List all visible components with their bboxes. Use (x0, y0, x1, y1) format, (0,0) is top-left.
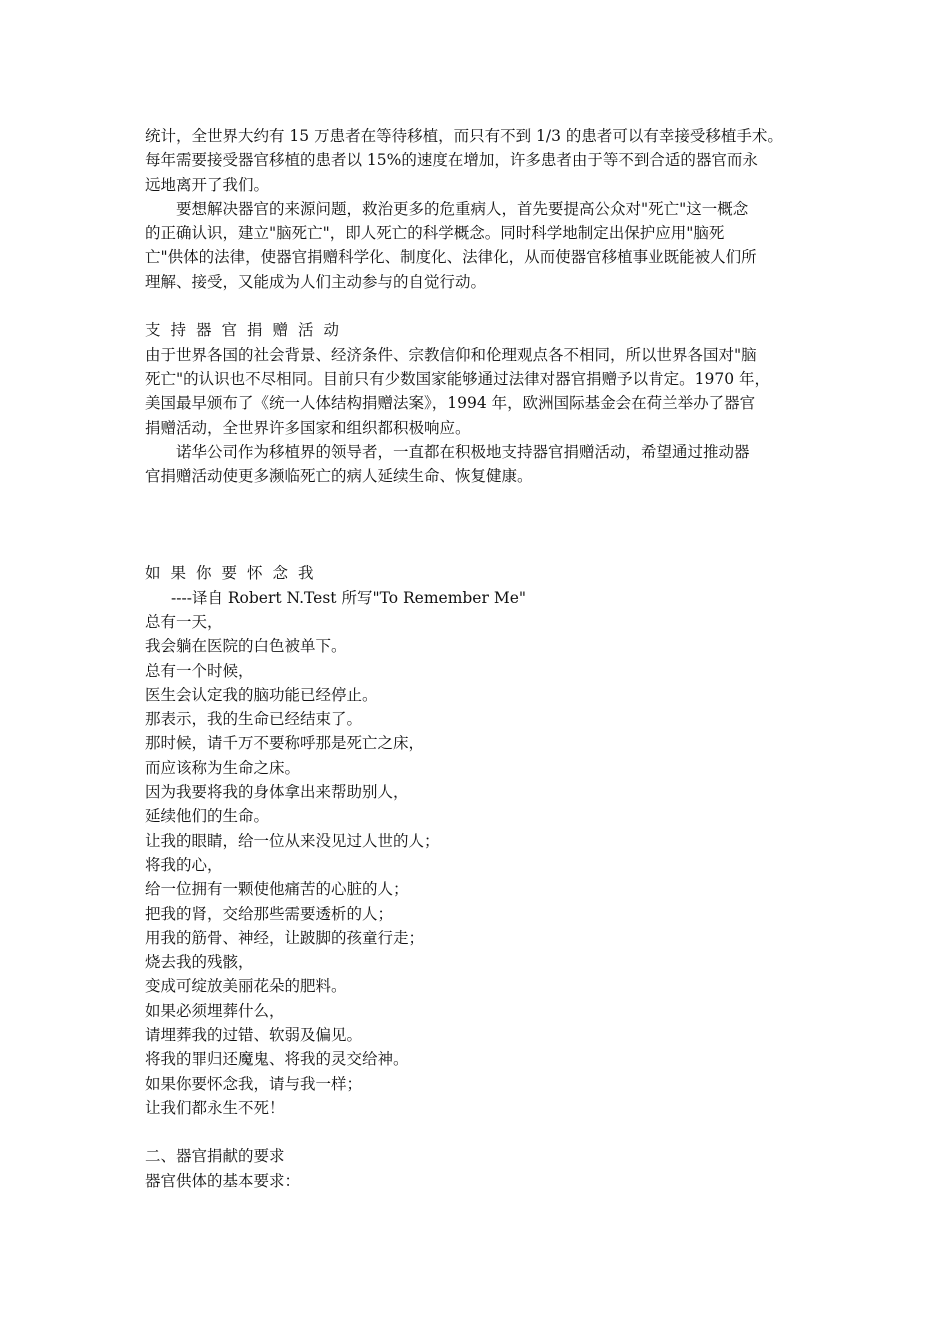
poem-line: 让我的眼睛，给一位从来没见过人世的人； (145, 831, 440, 850)
poem-line: 如果必须埋葬什么， (145, 1001, 285, 1020)
text-line: 的正确认识，建立"脑死亡"，即人死亡的科学概念。同时科学地制定出保护应用"脑死 (145, 224, 725, 243)
poem-line: 请埋葬我的过错、软弱及偏见。 (145, 1025, 363, 1044)
poem-line: 将我的罪归还魔鬼、将我的灵交给神。 (145, 1050, 409, 1069)
text-line: 捐赠活动，全世界许多国家和组织都积极响应。 (145, 418, 471, 437)
poem-line: 把我的肾，交给那些需要透析的人； (145, 904, 394, 923)
poem-line: 如果你要怀念我，请与我一样； (145, 1074, 363, 1093)
text-line: 统计，全世界大约有 15 万患者在等待移植，而只有不到 1/3 的患者可以有幸接受移植手术。 (145, 127, 783, 145)
poem-title: 如果你要怀念我 (145, 564, 324, 583)
support-paragraph-1 (145, 343, 825, 440)
poem-line: 延续他们的生命。 (145, 807, 270, 826)
text-line: 远地离开了我们。 (145, 175, 270, 194)
text-line: 官捐赠活动使更多濒临死亡的病人延续生命、恢复健康。 (145, 467, 533, 486)
requirements-text: 器官供体的基本要求： (145, 1171, 301, 1190)
document-page (145, 124, 825, 1193)
poem-line: 用我的筋骨、神经，让跛脚的孩童行走； (145, 928, 425, 947)
poem-line: 给一位拥有一颗使他痛苦的心脏的人； (145, 880, 409, 899)
poem-line: 因为我要将我的身体拿出来帮助别人， (145, 783, 409, 802)
poem-line: 将我的心， (145, 855, 223, 874)
text-line: 死亡"的认识也不尽相同。目前只有少数国家能够通过法律对器官捐赠予以肯定。1970 年， (145, 369, 771, 388)
poem-body (145, 610, 825, 1120)
poem-line: 让我们都永生不死！ (145, 1098, 285, 1117)
text-line: 美国最早颁布了《统一人体结构捐赠法案》，1994 年，欧洲国际基金会在荷兰举办了器官 (145, 394, 756, 413)
intro-paragraph-1 (145, 124, 825, 197)
poem-line: 那时候，请千万不要称呼那是死亡之床， (145, 734, 425, 753)
text-line: 要想解决器官的来源问题，救治更多的危重病人，首先要提高公众对"死亡"这一概念 (176, 199, 749, 218)
intro-paragraph-2 (145, 197, 825, 294)
text-line: 诺华公司作为移植界的领导者，一直都在积极地支持器官捐赠活动，希望通过推动器 (176, 442, 750, 461)
support-paragraph-2 (145, 440, 825, 489)
section-heading-requirements: 二、器官捐献的要求 (145, 1147, 285, 1166)
poem-subtitle: ----译自 Robert N.Test 所写"To Remember Me" (171, 588, 526, 607)
text-line: 由于世界各国的社会背景、经济条件、宗教信仰和伦理观点各不相同，所以世界各国对"脑 (145, 345, 757, 364)
text-line: 每年需要接受器官移植的患者以 15%的速度在增加，许多患者由于等不到合适的器官而永 (145, 151, 758, 170)
poem-line: 烧去我的残骸， (145, 953, 254, 972)
poem-line: 那表示，我的生命已经结束了。 (145, 710, 363, 729)
text-line: 亡"供体的法律，使器官捐赠科学化、制度化、法律化，从而使器官移植事业既能被人们所 (145, 248, 757, 267)
poem-line: 变成可绽放美丽花朵的肥料。 (145, 977, 347, 996)
text-line: 理解、接受，又能成为人们主动参与的自觉行动。 (145, 272, 487, 291)
poem-line: 我会躺在医院的白色被单下。 (145, 637, 347, 656)
poem-line: 而应该称为生命之床。 (145, 758, 301, 777)
section-heading-support: 支持器官捐赠活动 (145, 321, 350, 340)
poem-line: 总有一天， (145, 612, 223, 631)
poem-line: 总有一个时候， (145, 661, 254, 680)
poem-line: 医生会认定我的脑功能已经停止。 (145, 685, 378, 704)
